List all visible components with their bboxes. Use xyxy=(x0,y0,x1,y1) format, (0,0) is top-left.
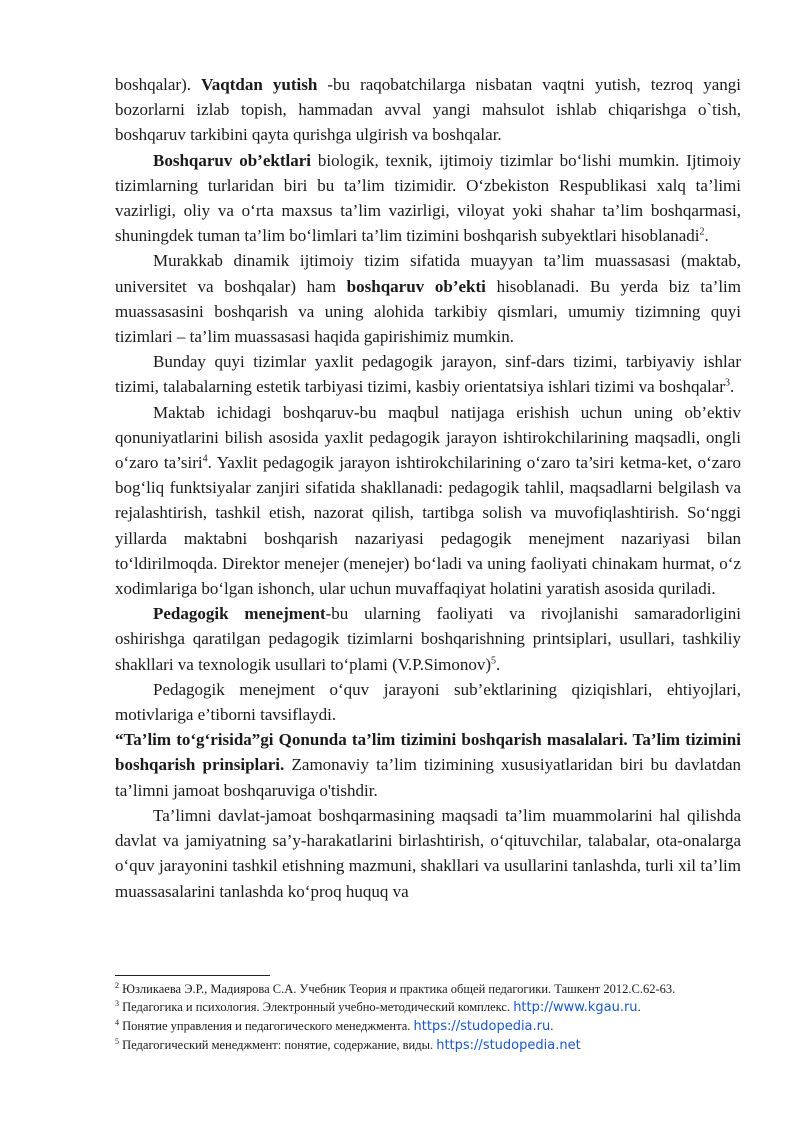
footnote-ref[interactable]: 5 xyxy=(491,655,497,667)
paragraph-text: . Yaxlit pedagogik jarayon ishtirokchilarining o‘zaro ta’siri ketma-ket, o‘zaro bog‘liq funktsiyalar zanjiri sifatida shakllanadi: pedagogik tahlil, maqsadlarni belgilash va rejalashtirish, tashkil etish, nazorat qilish, tartibga solish va muvofiqlashtirish. So‘nggi yillarda maktabni boshqarish nazariyasi pedagogik menejment nazariyasi bilan to‘ldirilmoqda. Direktor menejer (menejer) bo‘ladi va uning faoliyati chinakam hurmat, o‘z xodimlariga bo‘lgan ishonch, ular uchun muvaffaqiyat holatini yaratish asosida quriladi. xyxy=(115,453,741,599)
paragraph-text: Maktab ichidagi boshqaruv-bu maqbul natijaga erishish uchun uning ob’ektiv qonuniyatlarini bilish asosida yaxlit pedagogik jarayon ishtirokchilarining maqsadli, ongli o‘zaro ta’siri xyxy=(115,402,741,473)
footnote-ref[interactable]: 3 xyxy=(724,377,730,389)
paragraph-text: Ta’limni davlat-jamoat boshqarmasining maqsadi ta’lim muammolarini hal qilishda davlat va jamiyatning sa’y-harakatlarini birlashtirish, o‘qituvchilar, talabalar, ota-onalarga o‘quv jarayonini tashkil etishning mazmuni, shakllari va usullarini tanlashda, turli xil ta’lim muassasalarini tanlashda ko‘proq huquq va xyxy=(115,805,741,901)
footnote-text: Педагогический менеджмент: понятие, содержание, виды. xyxy=(122,1038,437,1052)
footnote-ref[interactable]: 4 xyxy=(202,453,208,465)
footnote-number: 3 xyxy=(115,998,119,1008)
footnotes xyxy=(115,975,741,1055)
paragraph-text: Bunday quyi tizimlar yaxlit pedagogik jarayon, sinf-dars tizimi, tarbiyaviy ishlar tizimi, talabalarning estetik tarbiyasi tizimi, kasbiy orientatsiya ishlari tizimi va boshqalar xyxy=(115,352,741,397)
paragraph-text: -bu raqobatchilarga nisbatan vaqtni yutish, tezroq yangi bozorlarni izlab topish, hammadan avval yangi mahsulot ishlab chiqarishga o`tish, boshqaruv tarkibini qayta qurishga ulgirish va boshqalar. xyxy=(115,75,741,145)
paragraph-text: biologik, texnik, ijtimoiy tizimlar bo‘lishi mumkin. Ijtimoiy tizimlarning turlaridan biri bu ta’lim tizimidir. O‘zbekiston Respublikasi xalq ta’limi vazirligi, oliy va o‘rta maxsus ta’lim vazirligi, viloyat yoki shahar ta’lim boshqarmasi, shuningdek tuman ta’lim bo‘limlari ta’lim tizimini boshqarish subyektlari hisoblanadi xyxy=(115,150,741,246)
section-heading: “Ta’lim to‘g‘risida”gi Qonunda ta’lim tizimini boshqarish masalalari. Ta’lim tizimini boshqarish prinsiplari. xyxy=(115,730,741,775)
bold-term: Boshqaruv ob’ektlari xyxy=(153,150,311,170)
paragraph-1 xyxy=(115,72,741,148)
footnote-2 xyxy=(115,980,741,998)
paragraph-5 xyxy=(115,400,741,602)
footnote-text: . xyxy=(637,1000,641,1014)
footnote-link[interactable]: https://studopedia.ru xyxy=(413,1019,551,1034)
footnote-link[interactable]: https://studopedia.net xyxy=(436,1038,581,1053)
footnote-number: 5 xyxy=(115,1036,119,1046)
paragraph-9 xyxy=(115,803,741,904)
footnote-ref[interactable]: 2 xyxy=(699,226,705,238)
footnote-separator xyxy=(115,975,270,976)
paragraph-7 xyxy=(115,677,741,727)
paragraph-text: -bu ularning faoliyati va rivojlanishi samaradorligini oshirishga qaratilgan pedagogik tizimlarni boshqarishning printsiplari, usullari, tashkiliy shakllari va texnologik usullari to‘plami (V.P.Simonov) xyxy=(115,604,741,674)
bold-term: Pedagogik menejment xyxy=(153,604,326,624)
footnote-text: Понятие управления и педагогического менеджмента. xyxy=(122,1019,414,1033)
paragraph-4 xyxy=(115,349,741,399)
bold-term: boshqaruv ob’ekti xyxy=(346,276,486,296)
paragraph-6 xyxy=(115,601,741,677)
footnote-number: 4 xyxy=(115,1017,119,1027)
footnote-5 xyxy=(115,1036,741,1055)
paragraph-text: Murakkab dinamik ijtimoiy tizim sifatida muayyan ta’lim muassasasi (maktab, universitet va boshqalar) ham xyxy=(115,251,741,296)
paragraph-text: Zamonaviy ta’lim tizimining xususiyatlaridan biri bu davlatdan ta’limni jamoat boshqaruviga o'tishdir. xyxy=(115,755,741,800)
footnote-text: . xyxy=(550,1019,554,1033)
paragraph-2 xyxy=(115,148,741,249)
body-text xyxy=(115,72,741,904)
paragraph-text: . xyxy=(729,377,735,397)
paragraph-text: boshqalar). xyxy=(115,75,202,94)
footnote-text: Юзликаева Э.Р., Мадиярова С.А. Учебник Теория и практика общей педагогики. Ташкент 2012.С.62-63. xyxy=(122,982,676,996)
paragraph-text: . xyxy=(496,654,501,674)
footnote-link[interactable]: http://www.kgau.ru xyxy=(513,1000,638,1015)
bold-term: Vaqtdan yutish xyxy=(201,75,318,94)
paragraph-3 xyxy=(115,248,741,349)
footnote-number: 2 xyxy=(115,980,119,990)
paragraph-text: Pedagogik menejment o‘quv jarayoni sub’ektlarining qiziqishlari, ehtiyojlari, motivlariga e’tiborni tavsiflaydi. xyxy=(115,679,741,725)
footnote-4 xyxy=(115,1017,741,1036)
section-heading-paragraph xyxy=(115,727,741,803)
paragraph-text: . xyxy=(704,226,709,246)
footnote-text: Педагогика и психология. Электронный учебно-методический комплекс. xyxy=(122,1000,514,1014)
footnote-3 xyxy=(115,998,741,1017)
paragraph-text: hisoblanadi. Bu yerda biz ta’lim muassasasini boshqarish va uning alohida tarkibiy qismlari, umumiy tizimning quyi tizimlari – ta’lim muassasasi haqida gapirishimiz mumkin. xyxy=(115,276,742,347)
